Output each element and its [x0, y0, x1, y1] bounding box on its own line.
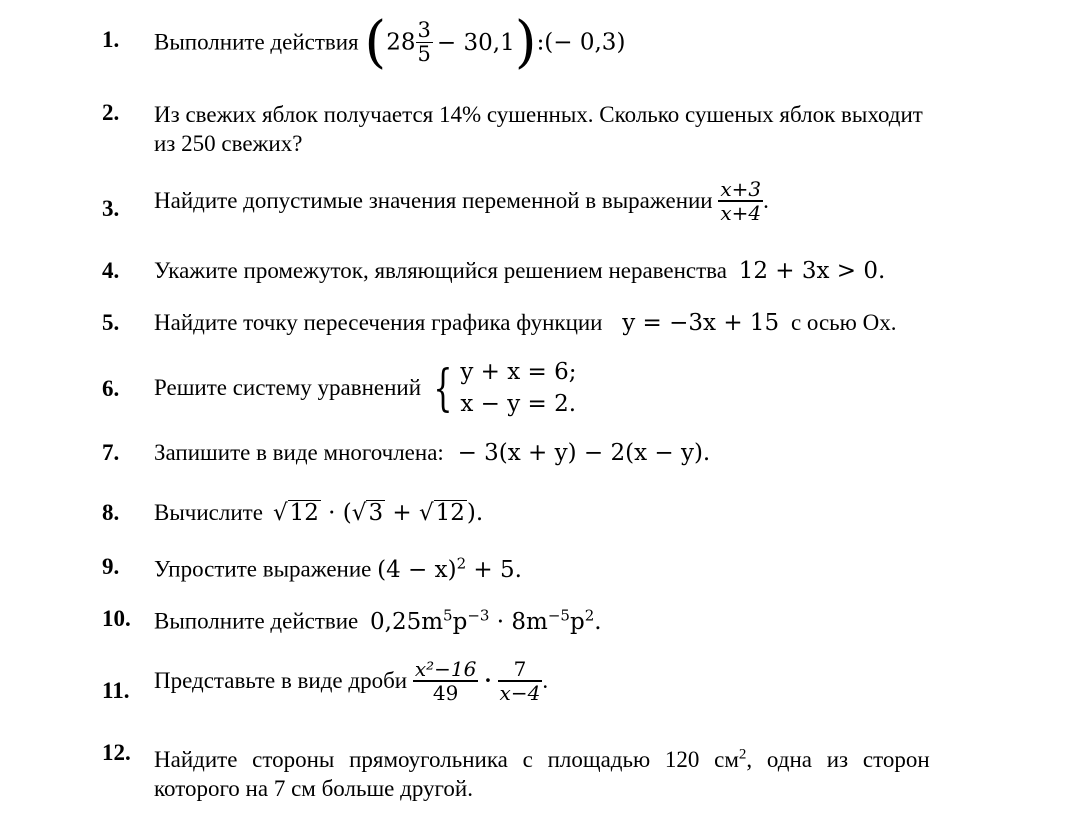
left-paren: (	[364, 10, 387, 75]
sqrt-icon: √	[272, 500, 288, 526]
polynomial-expr: − 3(x + y) − 2(x − y).	[457, 440, 711, 466]
fraction-numerator: x²−16	[414, 657, 477, 681]
task-number: 7.	[102, 440, 120, 465]
task-number: 5.	[102, 310, 120, 335]
term: p	[452, 608, 468, 635]
fraction-denominator: x−4	[499, 681, 541, 705]
task-line-2: из 250 свежих?	[154, 131, 303, 156]
fraction	[416, 19, 433, 66]
task-text	[154, 606, 602, 635]
fraction	[718, 178, 763, 224]
fraction-2	[498, 658, 543, 704]
task-line-1	[154, 747, 930, 772]
expression	[377, 554, 522, 583]
task-text	[154, 258, 885, 284]
expression	[370, 606, 602, 635]
exponent: 2	[456, 554, 467, 572]
expr-rest: − 30,1	[436, 29, 515, 56]
task-instruction: Найдите точку пересечения графика функции	[154, 310, 603, 335]
task-number: 10.	[102, 606, 131, 631]
task-instruction: Упростите выражение	[154, 556, 372, 582]
right-paren: )	[514, 10, 537, 75]
fraction-numerator: x+3	[720, 177, 762, 201]
task-tail: с осью Ox.	[790, 310, 897, 335]
radicand: 12	[289, 500, 319, 526]
period: .	[594, 608, 602, 635]
task-instruction: Выполните действия	[154, 29, 359, 55]
fraction-numerator: 7	[498, 658, 543, 682]
task-text	[154, 440, 710, 466]
task-number: 6.	[102, 376, 120, 401]
base: (4 − x)	[377, 556, 457, 583]
fraction-denominator: x+4	[720, 201, 762, 225]
radicand: 12	[435, 500, 465, 526]
sqrt-icon: √	[351, 500, 367, 526]
task-1	[0, 10, 1080, 75]
system-lines	[460, 356, 576, 420]
task-text	[154, 10, 625, 75]
expr-after: :(− 0,3)	[536, 29, 626, 56]
sqrt-icon: √	[418, 500, 434, 526]
task-instruction: Укажите промежуток, являющийся решением неравенства	[154, 258, 727, 283]
mixed-whole: 28	[386, 29, 416, 56]
period: .	[763, 188, 769, 213]
task-text	[154, 178, 769, 224]
task-number: 11.	[102, 678, 130, 703]
function-expr: y = −3x + 15	[622, 310, 780, 336]
line-1-tail: , одна из сторон	[746, 746, 930, 772]
term: 0,25m	[370, 608, 444, 635]
exponent: −5	[547, 606, 570, 624]
exponent: 5	[443, 606, 453, 624]
task-text	[154, 356, 576, 420]
equation-system	[427, 356, 577, 420]
task-number: 3.	[102, 196, 120, 221]
superscript: 2	[738, 746, 747, 762]
term: · 8m	[489, 608, 548, 635]
term: p	[569, 608, 585, 635]
inequality: 12 + 3x > 0.	[738, 258, 886, 284]
task-text	[154, 310, 896, 336]
fraction-denominator: 5	[417, 42, 431, 66]
task-text	[154, 500, 483, 526]
task-line-1: Из свежих яблок получается 14% сушенных. Сколько сушеных яблок выходит	[154, 102, 923, 127]
fraction-numerator: 3	[417, 17, 431, 42]
task-text	[154, 100, 1028, 158]
task-instruction: Выполните действие	[154, 608, 359, 634]
radicand: 3	[368, 500, 384, 526]
operator: · (	[320, 500, 352, 526]
task-line-2: которого на 7 см больше другой.	[154, 775, 473, 801]
task-number: 8.	[102, 500, 120, 525]
task-text	[154, 554, 522, 583]
exponent: 2	[584, 606, 595, 624]
task-instruction: Вычислите	[154, 500, 263, 525]
equation-1: y + x = 6;	[460, 359, 577, 385]
task-number: 12.	[102, 740, 131, 765]
multiply-dot: ·	[484, 668, 492, 693]
exponent: −3	[467, 606, 490, 624]
task-instruction: Найдите допустимые значения переменной в выражении	[154, 188, 713, 213]
fraction-1	[413, 658, 479, 704]
period: .	[542, 668, 549, 693]
fraction-denominator: 49	[432, 681, 459, 705]
tail: + 5.	[466, 556, 522, 583]
task-number: 1.	[102, 27, 120, 52]
brace-icon: {	[433, 359, 453, 417]
task-number: 2.	[102, 100, 120, 125]
task-text	[154, 658, 548, 704]
task-instruction: Запишите в виде многочлена:	[154, 440, 444, 465]
task-text	[154, 740, 1028, 803]
task-instruction: Представьте в виде дроби	[154, 668, 408, 693]
task-number: 4.	[102, 258, 120, 283]
line-1-text: Найдите стороны прямоугольника с площадью 120 см	[154, 746, 739, 772]
closing: ).	[466, 500, 484, 526]
operator: +	[385, 500, 419, 526]
task-instruction: Решите систему уравнений	[154, 375, 422, 400]
equation-2: x − y = 2.	[460, 391, 577, 417]
task-number: 9.	[102, 554, 120, 579]
